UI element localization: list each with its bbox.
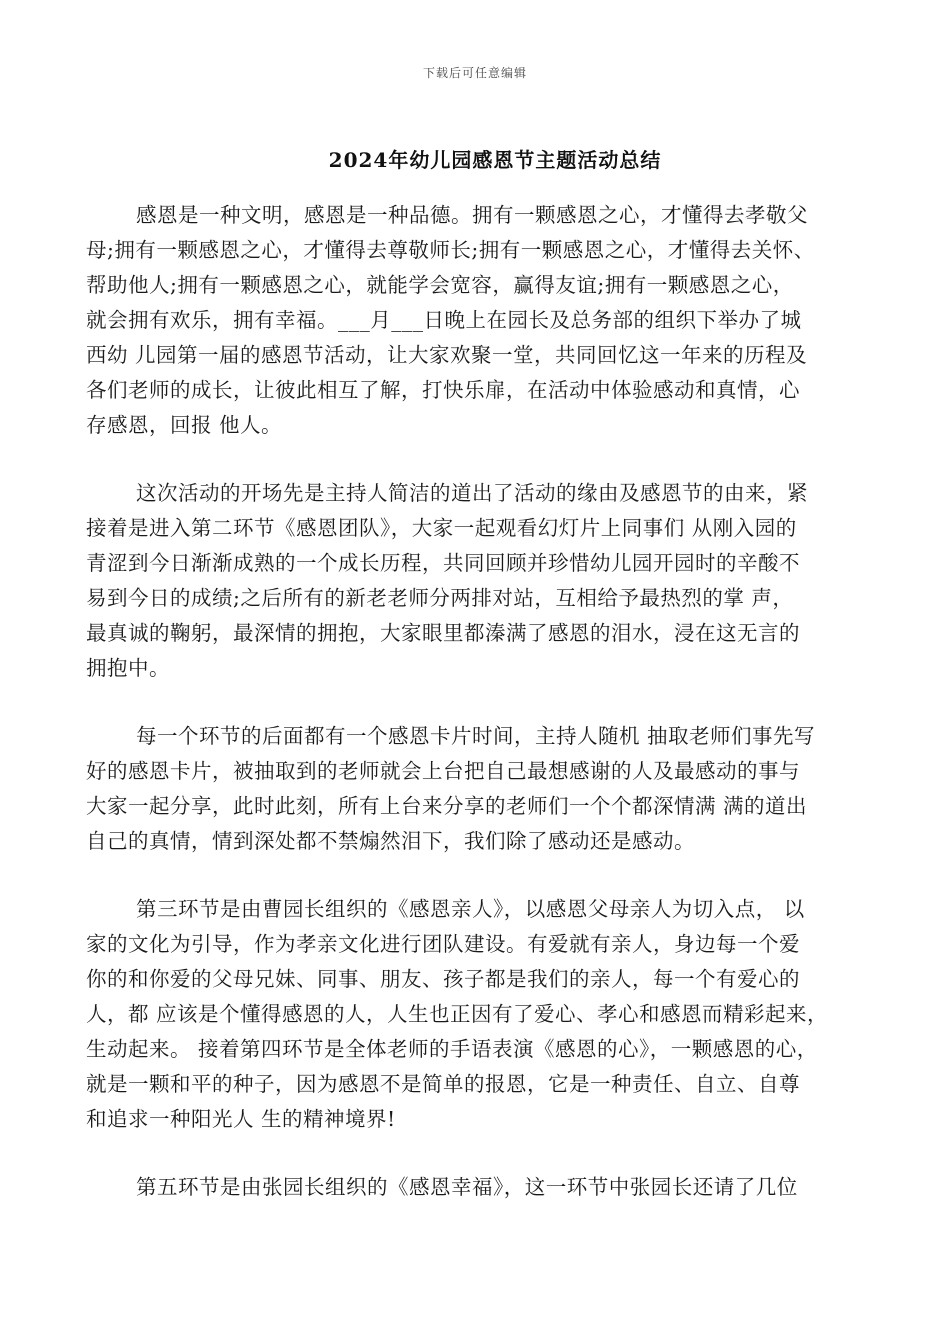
paragraph-line: 生动起来。 接着第四环节是全体老师的手语表演《感恩的心》，一颗感恩的心，	[86, 1037, 818, 1061]
paragraph-1	[86, 198, 866, 443]
paragraph-line: 存感恩，回报 他人。	[86, 413, 283, 437]
paragraph-line: 自己的真情，情到深处都不禁煽然泪下，我们除了感动还是感动。	[86, 829, 695, 853]
paragraph-line: 家的文化为引导，作为孝亲文化进行团队建设。有爱就有亲人，身边每一个爱	[86, 932, 800, 956]
paragraph-line: 第五环节是由张园长组织的《感恩幸福》，这一环节中张园长还请了几位	[136, 1175, 798, 1199]
paragraph-line: 好的感恩卡片，被抽取到的老师就会上台把自己最想感谢的人及最感动的事与	[86, 759, 800, 783]
paragraph-line: 接着是进入第二环节《感恩团队》，大家一起观看幻灯片上同事们 从刚入园的	[86, 516, 797, 540]
paragraph-line: 拥抱中。	[86, 656, 170, 680]
paragraph-5	[86, 1170, 866, 1205]
paragraph-line: 青涩到今日渐渐成熟的一个成长历程，共同回顾并珍惜幼儿园开园时的辛酸不	[86, 551, 800, 575]
paragraph-line: 母;拥有一颗感恩之心，才懂得去尊敬师长;拥有一颗感恩之心，才懂得去关怀、	[86, 238, 815, 262]
paragraph-line: 你的和你爱的父母兄妹、同事、朋友、孩子都是我们的亲人，每一个有爱心的	[86, 967, 800, 991]
paragraph-line: 大家一起分享，此时此刻，所有上台来分享的老师们一个个都深情满 满的道出	[86, 794, 808, 818]
paragraph-line: 第三环节是由曹园长组织的《感恩亲人》，以感恩父母亲人为切入点， 以	[136, 897, 805, 921]
paragraph-line: 和追求一种阳光人 生的精神境界!	[86, 1107, 396, 1131]
paragraph-3	[86, 719, 866, 859]
paragraph-line: 就会拥有欢乐，拥有幸福。___月___日晚上在园长及总务部的组织下举办了城	[86, 308, 802, 332]
paragraph-line: 每一个环节的后面都有一个感恩卡片时间，主持人随机 抽取老师们事先写	[136, 724, 816, 748]
document-title: 2024年幼儿园感恩节主题活动总结	[328, 148, 662, 172]
paragraph-line: 人，都 应该是个懂得感恩的人，人生也正因有了爱心、孝心和感恩而精彩起来，	[86, 1002, 829, 1026]
paragraph-line: 就是一颗和平的种子，因为感恩不是简单的报恩，它是一种责任、自立、自尊	[86, 1072, 800, 1096]
paragraph-line: 这次活动的开场先是主持人简洁的道出了活动的缘由及感恩节的由来，紧	[136, 481, 808, 505]
header-note: 下载后可任意编辑	[422, 66, 527, 80]
paragraph-line: 各们老师的成长，让彼此相互了解，打快乐扉，在活动中体验感动和真情，心	[86, 378, 800, 402]
paragraph-line: 易到今日的成绩;之后所有的新老老师分两排对站，互相给予最热烈的掌 声，	[86, 586, 794, 610]
paragraph-4	[86, 892, 866, 1137]
paragraph-line: 帮助他人;拥有一颗感恩之心，就能学会宽容，赢得友谊;拥有一颗感恩之心，	[86, 273, 794, 297]
paragraph-line: 西幼 儿园第一届的感恩节活动，让大家欢聚一堂，共同回忆这一年来的历程及	[86, 343, 808, 367]
paragraph-line: 最真诚的鞠躬，最深情的拥抱，大家眼里都溱满了感恩的泪水，浸在这无言的	[86, 621, 800, 645]
document-body	[86, 198, 866, 1238]
paragraph-line: 感恩是一种文明，感恩是一种品德。拥有一颗感恩之心，才懂得去孝敬父	[136, 203, 808, 227]
paragraph-2	[86, 476, 866, 686]
